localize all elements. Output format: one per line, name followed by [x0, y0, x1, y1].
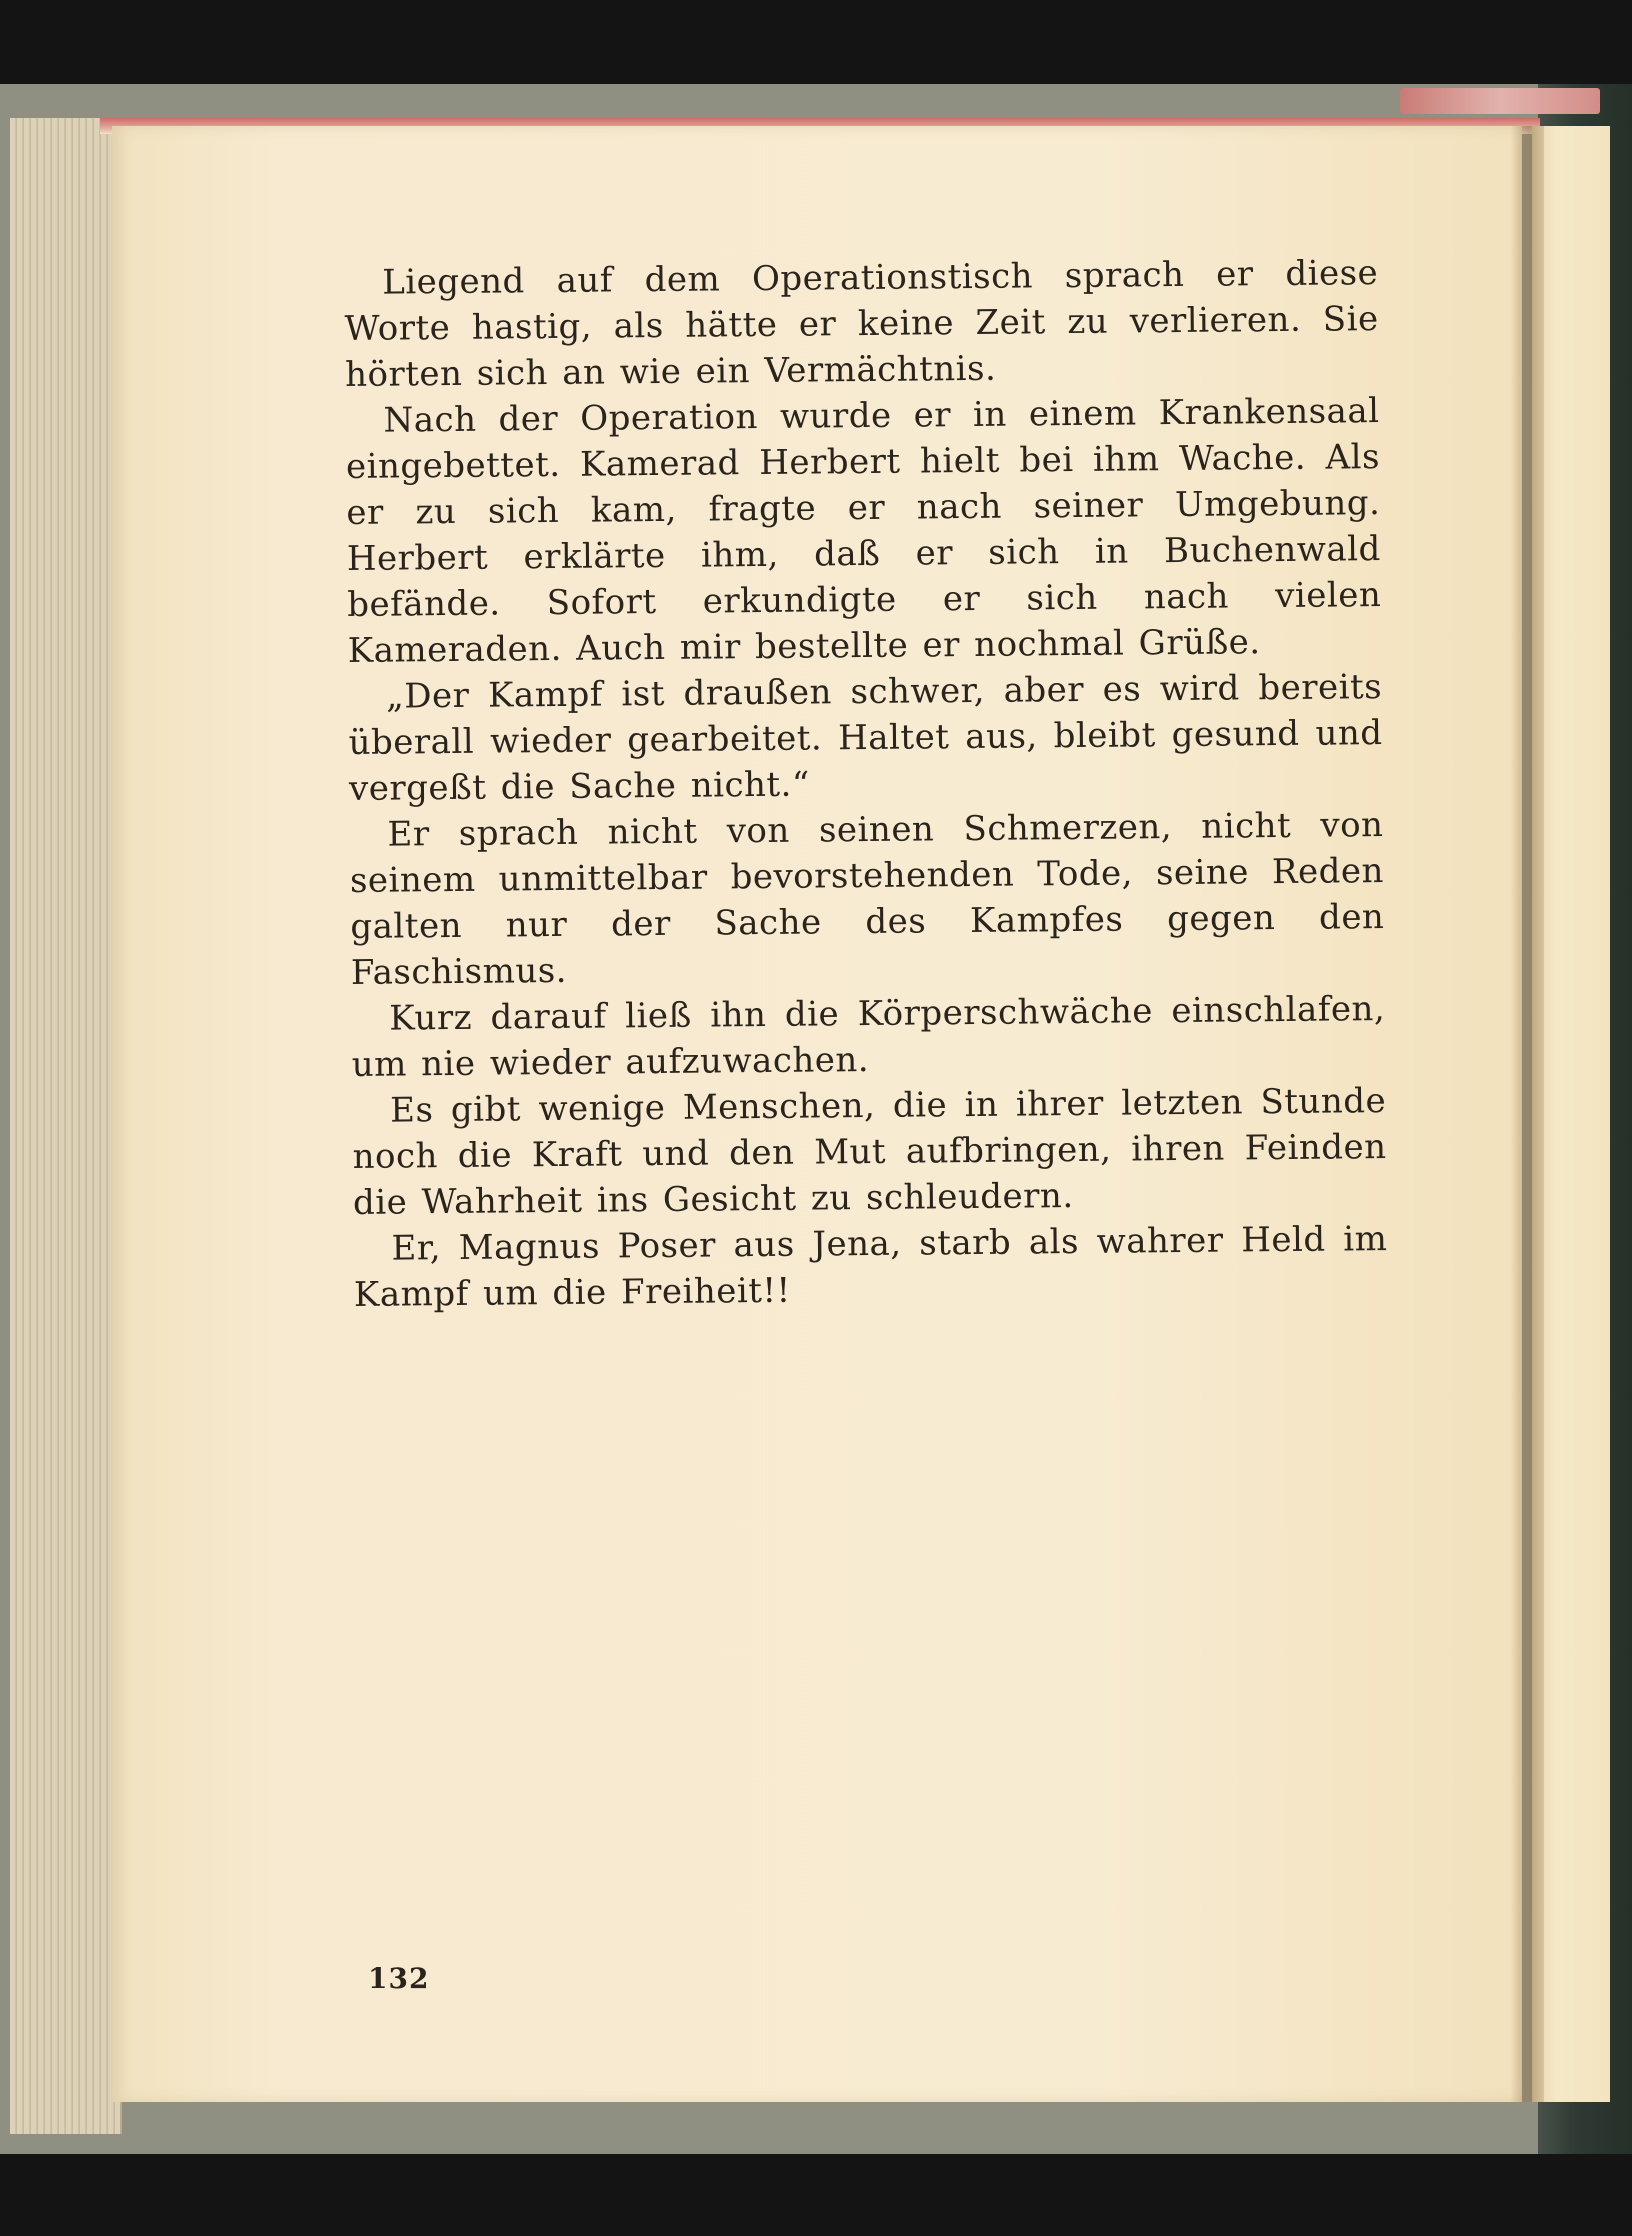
- paragraph: Liegend auf dem Operationstisch sprach er diese Worte hastig, als hätte er keine Zeit zu verlieren. Sie hörten sich an wie ein Vermächtnis.: [344, 253, 1379, 395]
- paragraph: Er sprach nicht von seinen Schmerzen, nicht von seinem unmittelbar bevorstehenden Tode, seine Reden galten nur der Sache des Kampfes gegen den Faschismus.: [349, 805, 1385, 993]
- page-text: [344, 250, 1388, 1318]
- book-page: [112, 126, 1522, 2102]
- bookmark-ribbon: [1400, 88, 1600, 114]
- page-gutter-shadow: [1510, 126, 1544, 2102]
- paragraph: Er, Magnus Poser aus Jena, starb als wahrer Held im Kampf um die Freiheit!!: [353, 1219, 1388, 1315]
- page-edges-stack: [10, 118, 122, 2134]
- page-number: 132: [368, 1962, 430, 1995]
- paragraph: „Der Kampf ist draußen schwer, aber es wird bereits überall wieder gearbeitet. Haltet aus, bleibt gesund und vergeßt die Sache nicht.“: [348, 667, 1383, 809]
- paragraph: Nach der Operation wurde er in einem Krankensaal eingebettet. Kamerad Herbert hielt bei ihm Wache. Als er zu sich kam, fragte er nach seiner Umgebung. Herbert erklärte ihm, daß er sich in Buchenwald befände. Sofort erkundigte er sich nach vielen Kameraden. Auch mir bestellte er nochmal Grüße.: [345, 391, 1382, 671]
- paragraph: Es gibt wenige Menschen, die in ihrer letzten Stunde noch die Kraft und den Mut aufbringen, ihren Feinden die Wahrheit ins Gesicht zu schleudern.: [352, 1081, 1387, 1223]
- paragraph: Kurz darauf ließ ihn die Körperschwäche einschlafen, um nie wieder aufzuwachen.: [351, 989, 1386, 1085]
